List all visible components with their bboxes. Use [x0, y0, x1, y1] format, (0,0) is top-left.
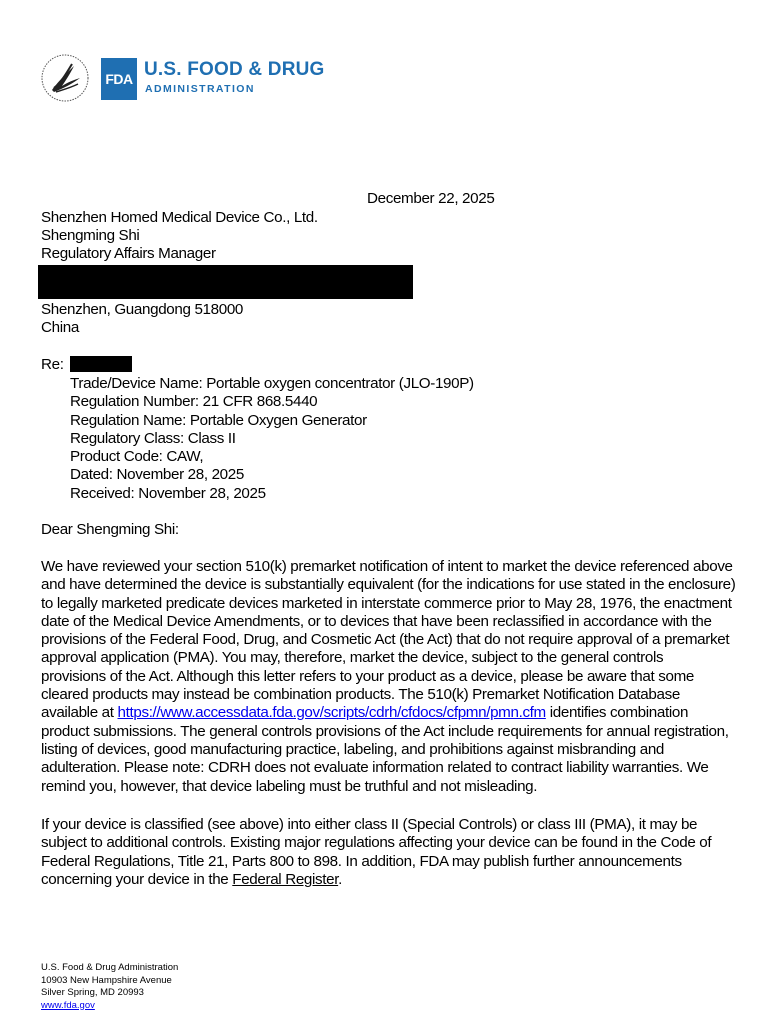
paragraph-line: date of the Medical Device Amendments, or to devices that have been reclassified in accordance with the	[41, 612, 712, 630]
hhs-seal-icon	[40, 52, 90, 104]
footer-address	[41, 962, 178, 1012]
re-regulatory-class: Regulatory Class: Class II	[70, 429, 236, 447]
re-label: Re:	[41, 356, 64, 373]
recipient-company: Shenzhen Homed Medical Device Co., Ltd.	[41, 209, 318, 226]
footer-agency: U.S. Food & Drug Administration	[41, 962, 179, 973]
paragraph-line: subject to additional controls. Existing major regulations affecting your device can be found in the Code of	[41, 834, 712, 852]
paragraph-line-with-link	[41, 704, 753, 722]
re-product-code: Product Code: CAW,	[70, 448, 204, 466]
letter-date: December 22, 2025	[367, 190, 495, 207]
re-dated: Dated: November 28, 2025	[70, 466, 244, 484]
address-redaction	[38, 265, 413, 299]
paragraph-line: product submissions. The general controls provisions of the Act include requirements for annual registration,	[41, 722, 729, 740]
paragraph-line-last	[41, 871, 753, 889]
paragraph-line: We have reviewed your section 510(k) premarket notification of intent to market the device referenced above	[41, 558, 733, 575]
last-prefix: concerning your device in the	[41, 870, 233, 888]
agency-subtitle: ADMINISTRATION	[145, 83, 255, 95]
federal-register-text: Federal Register	[232, 870, 339, 888]
footer-website-link[interactable]: www.fda.gov	[41, 999, 95, 1011]
fda-logo-badge: FDA	[101, 58, 137, 100]
paragraph-line: Federal Regulations, Title 21, Parts 800 to 898. In addition, FDA may publish further announcements	[41, 852, 682, 870]
agency-name: U.S. FOOD & DRUG	[144, 59, 325, 80]
footer-city: Silver Spring, MD 20993	[41, 987, 144, 998]
link-suffix: identifies combination	[545, 704, 689, 722]
recipient-name: Shengming Shi	[41, 227, 140, 244]
paragraph-line: If your device is classified (see above) into either class II (Special Controls) or class III (PMA), it may be	[41, 816, 698, 833]
k-number-redaction	[70, 356, 132, 372]
paragraph-additional-controls	[41, 816, 753, 889]
paragraph-line: adulteration. Please note: CDRH does not evaluate information related to contract liability warranties. We	[41, 759, 709, 777]
paragraph-line: approval application (PMA). You may, therefore, market the device, subject to the general controls	[41, 649, 664, 667]
re-regulation-number: Regulation Number: 21 CFR 868.5440	[70, 393, 318, 411]
link-prefix: available at	[41, 704, 118, 722]
re-received: Received: November 28, 2025	[70, 484, 266, 502]
paragraph-line: provisions of the Federal Food, Drug, and Cosmetic Act (the Act) that do not require approval of a premarket	[41, 631, 730, 649]
recipient-city: Shenzhen, Guangdong 518000	[41, 301, 244, 318]
salutation: Dear Shengming Shi:	[41, 521, 179, 538]
re-regulation-name: Regulation Name: Portable Oxygen Generator	[70, 411, 367, 429]
last-suffix: .	[338, 870, 342, 888]
re-details	[70, 375, 474, 503]
paragraph-clearance	[41, 558, 753, 796]
paragraph-line: remind you, however, that device labeling must be truthful and not misleading.	[41, 777, 538, 795]
paragraph-line: and have determined the device is substantially equivalent (for the indications for use stated in the enclosure)	[41, 576, 736, 594]
paragraph-line: cleared products may instead be combination products. The 510(k) Premarket Notification Database	[41, 686, 680, 704]
paragraph-line: listing of devices, good manufacturing practice, labeling, and prohibitions against misbranding and	[41, 740, 665, 758]
recipient-title: Regulatory Affairs Manager	[41, 245, 216, 262]
paragraph-line: to legally marketed predicate devices marketed in interstate commerce prior to May 28, 1976, the enactment	[41, 594, 732, 612]
re-trade-name: Trade/Device Name: Portable oxygen concentrator (JLO-190P)	[70, 375, 474, 392]
footer-street: 10903 New Hampshire Avenue	[41, 974, 172, 986]
pmn-database-link[interactable]: https://www.accessdata.fda.gov/scripts/cdrh/cfdocs/cfpmn/pmn.cfm	[117, 704, 546, 722]
paragraph-line: provisions of the Act. Although this letter refers to your product as a device, please be aware that some	[41, 667, 694, 685]
recipient-country: China	[41, 319, 79, 336]
